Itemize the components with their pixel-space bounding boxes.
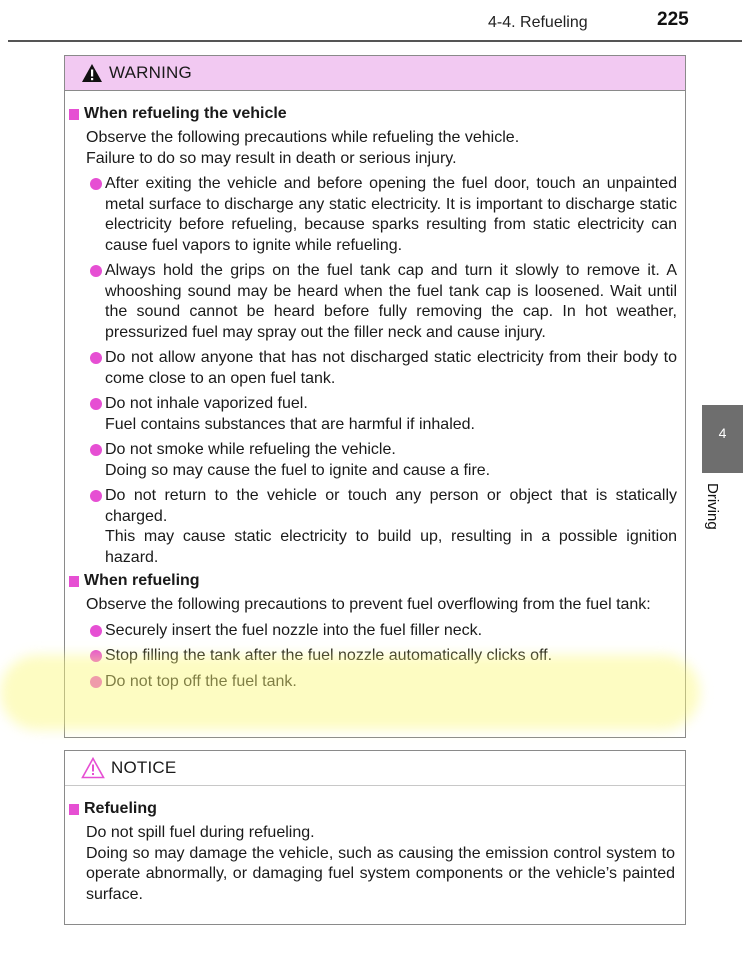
notice-box xyxy=(64,750,686,925)
bullet-item: Do not allow anyone that has not discharged static electricity from their body to come close to an open fuel tank. xyxy=(105,348,677,389)
bullet-item: After exiting the vehicle and before opening the fuel door, touch an unpainted metal surface to discharge any static electricity. It is important to discharge static electricity before refueling, because sparks resulting from static electricity can cause fuel vapors to ignite while refueling. xyxy=(105,174,677,256)
caution-triangle-icon xyxy=(81,757,105,779)
bullet-item: Do not return to the vehicle or touch any person or object that is statically charged. This may cause static electricity to build up, resulting in a possible ignition hazard. xyxy=(105,486,677,568)
bullet-item: Do not inhale vaporized fuel. Fuel contains substances that are harmful if inhaled. xyxy=(105,394,677,435)
warning-content xyxy=(65,104,685,692)
heading-square-icon xyxy=(69,576,79,587)
notice-content xyxy=(65,799,685,905)
bullet-dot-icon xyxy=(90,650,102,662)
warning-triangle-icon xyxy=(81,63,103,83)
chapter-number: 4 xyxy=(718,425,727,441)
chapter-label: Driving xyxy=(704,483,721,530)
warning-header xyxy=(65,56,685,91)
bullet-item: Always hold the grips on the fuel tank cap and turn it slowly to remove it. A whooshing sound may be heard when the fuel tank cap is loosened. Wait until the sound cannot be heard before fully removing the cap. In hot weather, pressurized fuel may spray out the filler neck and cause injury. xyxy=(105,261,677,343)
bullet-dot-icon xyxy=(90,352,102,364)
bullet-dot-icon xyxy=(90,444,102,456)
bullet-dot-icon xyxy=(90,265,102,277)
warning-title: WARNING xyxy=(109,63,192,82)
bullet-dot-icon xyxy=(90,490,102,502)
page-number: 225 xyxy=(657,9,689,30)
section-title: 4-4. Refueling xyxy=(488,14,588,31)
heading-square-icon xyxy=(69,109,79,120)
notice-line: Doing so may damage the vehicle, such as causing the emission control system to operate abnormally, or damaging fuel system components or the vehicle’s painted surface. xyxy=(86,844,675,903)
bullet-item: Do not top off the fuel tank. xyxy=(105,672,677,693)
notice-title: NOTICE xyxy=(111,758,177,777)
heading-square-icon xyxy=(69,804,79,815)
intro-line: Observe the following precautions while refueling the vehicle. xyxy=(86,129,520,146)
intro-line: Failure to do so may result in death or serious injury. xyxy=(86,149,457,167)
bullet-item: Do not smoke while refueling the vehicle. Doing so may cause the fuel to ignite and cause a fire. xyxy=(105,440,677,481)
warning-box xyxy=(64,55,686,738)
notice-line: Do not spill fuel during refueling. xyxy=(86,824,315,841)
bullet-item: Securely insert the fuel nozzle into the fuel filler neck. xyxy=(105,621,677,642)
bullet-dot-icon xyxy=(90,625,102,637)
intro-line: Observe the following precautions to prevent fuel overflowing from the fuel tank: xyxy=(86,596,651,613)
notice-header xyxy=(65,751,685,786)
chapter-tab xyxy=(702,405,743,473)
bullet-dot-icon xyxy=(90,398,102,410)
header-divider xyxy=(8,40,742,42)
section-heading: Refueling xyxy=(69,799,685,819)
section-heading: When refueling the vehicle xyxy=(69,104,685,124)
bullet-dot-icon xyxy=(90,676,102,688)
section-heading: When refueling xyxy=(69,571,685,591)
bullet-dot-icon xyxy=(90,178,102,190)
bullet-item: Stop filling the tank after the fuel nozzle automatically clicks off. xyxy=(105,646,677,667)
